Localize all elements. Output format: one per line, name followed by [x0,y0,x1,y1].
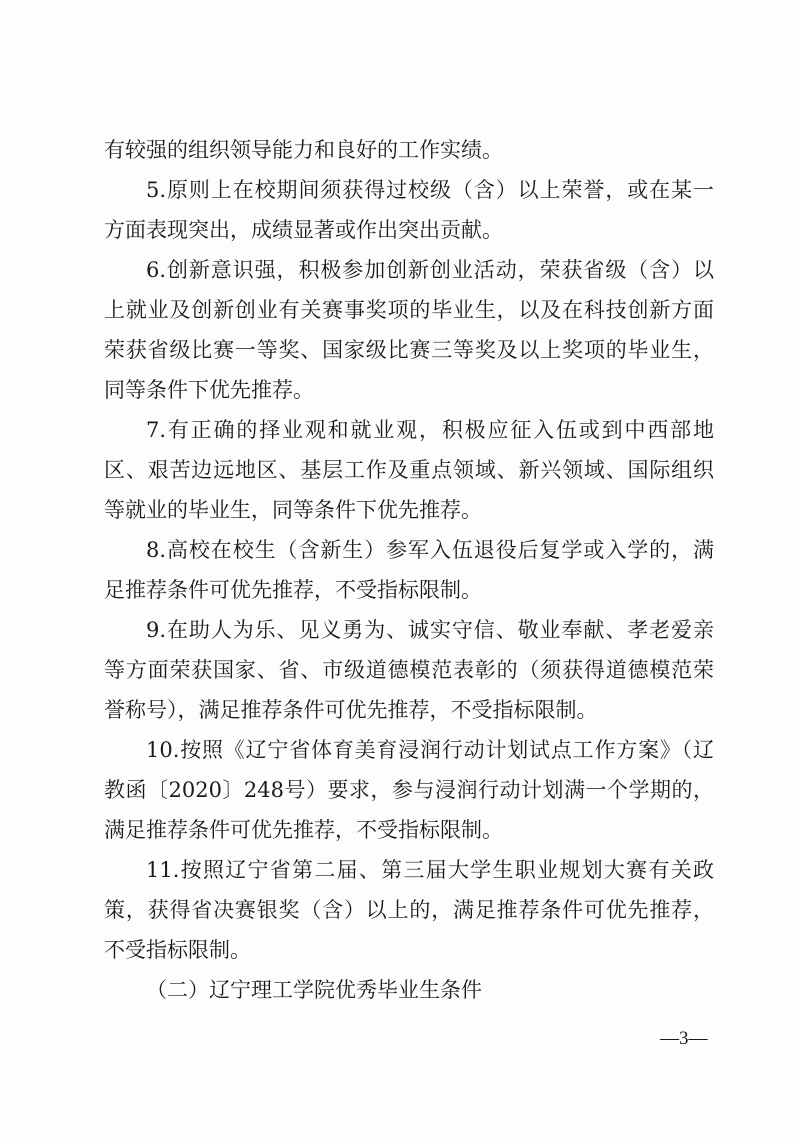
text-line: 方面表现突出，成绩显著或作出突出贡献。 [104,218,503,242]
text-line: 不受指标限制。 [104,938,251,962]
text-line: 等方面荣获国家、省、市级道德模范表彰的（须获得道德模范荣 [104,658,714,682]
text-line: 5.原则上在校期间须获得过校级（含）以上荣誉，或在某一 [146,178,714,202]
text-line: 8.高校在校生（含新生）参军入伍退役后复学或入学的，满 [146,538,714,562]
text-line: 9.在助人为乐、见义勇为、诚实守信、敬业奉献、孝老爱亲 [146,618,714,642]
text-line: 教函〔2020〕248号）要求，参与浸润行动计划满一个学期的， [104,778,714,802]
text-line: 满足推荐条件可优先推荐，不受指标限制。 [104,818,503,842]
text-line: 6.创新意识强，积极参加创新创业活动，荣获省级（含）以 [146,258,714,282]
text-line: 策，获得省决赛银奖（含）以上的，满足推荐条件可优先推荐， [104,898,714,922]
text-line: 10.按照《辽宁省体育美育浸润行动计划试点工作方案》（辽 [146,738,714,762]
text-line: 等就业的毕业生，同等条件下优先推荐。 [104,498,482,522]
document-body [104,130,714,1010]
text-line: 上就业及创新创业有关赛事奖项的毕业生，以及在科技创新方面 [104,298,714,322]
text-line: 区、艰苦边远地区、基层工作及重点领域、新兴领域、国际组织 [104,458,714,482]
text-line: 7.有正确的择业观和就业观，积极应征入伍或到中西部地 [146,418,714,442]
section-heading: （二）辽宁理工学院优秀毕业生条件 [146,978,482,1002]
text-line: 11.按照辽宁省第二届、第三届大学生职业规划大赛有关政 [146,858,714,882]
page-number: —3— [660,1028,708,1049]
text-line: 足推荐条件可优先推荐，不受指标限制。 [104,578,482,602]
text-line: 有较强的组织领导能力和良好的工作实绩。 [104,138,503,162]
text-line: 同等条件下优先推荐。 [104,378,314,402]
text-line: 誉称号），满足推荐条件可优先推荐，不受指标限制。 [104,698,598,722]
text-line: 荣获省级比赛一等奖、国家级比赛三等奖及以上奖项的毕业生， [104,338,714,362]
